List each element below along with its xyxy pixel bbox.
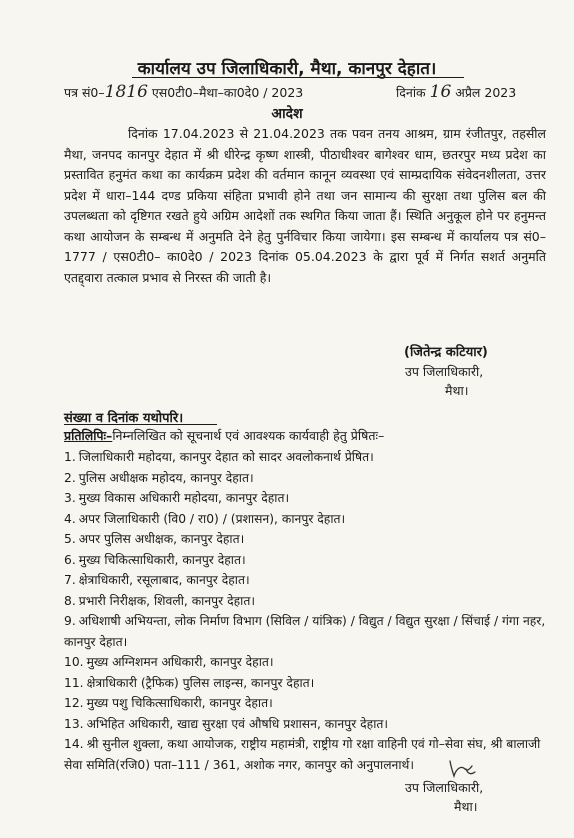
recipient-text: अपर जिलाधिकारी (वि0 / रा0) / (प्रशासन), कानपुर देहात। (78, 511, 346, 526)
recipient-list (64, 447, 546, 775)
recipient-number: 9. (64, 614, 76, 628)
handwritten-signature (447, 757, 477, 779)
order-paragraph: दिनांक 17.04.2023 से 21.04.2023 तक पवन तनय आश्रम, ग्राम रंजीतपुर, तहसील मैथा, जनपद कानपुर देहात में श्री धीरेन्द्र कृष्ण शास्त्री, पीठाधीश्वर बागेश्वर धाम, छतरपुर मध्य प्रदेश का प्रस्तावित हनुमंत कथा का कार्यक्रम प्रदेश की वर्तमान कानून व्यवस्था एवं साम्प्रदायिक संवेदनशीलता, उत्तर प्रदेश में धारा–144 दण्ड प्रकिया संहिता प्रभावी होने तथा जन सामान्य की सुरक्षा तथा पुलिस बल की उपलब्धता को दृष्टिगत रखते हुये अग्रिम आदेशों तक स्थगित किया जाता हैं। स्थिति अनुकूल होने पर हनुमन्त कथा आयोजन के सम्बन्ध में अनुमति देने हेतु पुर्नविचार किया जायेगा। इस सम्बन्ध में कार्यालय पत्र सं0–1777 / एस0टी0– का0दे0 / 2023 दिनांक 05.04.2023 के द्वारा पूर्व में निर्गत सशर्त अनुमति एतद्द्वारा तत्काल प्रभाव से निरस्त की जाती है। (64, 126, 546, 285)
recipient-text: श्री सुनील शुक्ला, कथा आयोजक, राष्ट्रीय महामंत्री, राष्ट्रीय गो रक्षा वाहिनी एवं गो–सेवा संघ, श्री बालाजी सेवा समिति(रजि0) पता–111 / 361, अशोक नगर, कानपुर को अनुपालनार्थ। (64, 737, 541, 772)
date-label: दिनांक (396, 85, 426, 100)
recipient-text: मुख्य अग्निशमन अधिकारी, कानपुर देहात। (86, 655, 274, 669)
officer-designation: उप जिलाधिकारी, (405, 364, 484, 379)
copy-place: मैथा। (454, 799, 478, 814)
recipient-number: 1. (64, 450, 76, 464)
heading-underline (64, 424, 217, 425)
letter-date-line (396, 82, 516, 102)
letter-suffix: एस0टी0–मैथा–का0दे0 / 2023 (151, 85, 304, 100)
copy-intro-text: निम्नलिखित को सूचनार्थ एवं आवश्यक कार्यवाही हेतु प्रेषितः– (112, 428, 385, 443)
recipient-number: 10. (64, 655, 84, 669)
copy-intro-line (64, 427, 384, 444)
recipient-number: 5. (64, 532, 76, 546)
recipient-item (64, 447, 546, 468)
recipient-number: 14. (64, 737, 84, 751)
recipient-item (64, 673, 546, 694)
recipient-number: 8. (64, 593, 76, 608)
number-date-heading: संख्या व दिनांक यथोपरि। (64, 411, 184, 426)
recipient-item (64, 714, 546, 735)
copy-designation: उप जिलाधिकारी, (405, 780, 484, 795)
recipient-item (64, 488, 546, 509)
recipient-number: 4. (64, 511, 76, 526)
recipient-number: 13. (64, 716, 84, 731)
copy-label: प्रतिलिपिः– (64, 428, 113, 443)
recipient-item (64, 468, 546, 489)
recipient-number: 7. (64, 573, 76, 587)
recipient-text: मुख्य पशु चिकित्साधिकारी, कानपुर देहात। (86, 696, 273, 710)
recipient-text: क्षेत्राधिकारी, रसूलाबाद, कानपुर देहात। (78, 573, 250, 587)
recipient-text: अभिहित अधिकारी, खाद्य सुरक्षा एवं औषधि प्रशासन, कानपुर देहात। (86, 716, 389, 731)
recipient-number: 12. (64, 696, 84, 710)
recipient-text: मुख्य चिकित्साधिकारी, कानपुर देहात। (78, 552, 246, 567)
recipient-text: अपर पुलिस अधीक्षक, कानपुर देहात। (78, 532, 245, 546)
recipient-number: 3. (64, 491, 76, 505)
handwritten-letter-number: 1816 (104, 82, 148, 102)
letter-prefix: पत्र सं0– (64, 85, 105, 100)
recipient-text: प्रभारी निरीक्षक, शिवली, कानपुर देहात। (78, 593, 256, 608)
officer-name: (जितेन्द्र कटियार) (404, 345, 488, 360)
officer-place: मैथा। (445, 383, 469, 398)
recipient-text: क्षेत्राधिकारी (ट्रैफिक) पुलिस लाइन्स, कानपुर देहात। (86, 675, 315, 690)
recipient-item (64, 652, 546, 673)
handwritten-date-day: 16 (429, 82, 452, 102)
recipient-item (64, 591, 546, 612)
recipient-number: 6. (64, 552, 76, 567)
order-heading: आदेश (271, 106, 303, 122)
recipient-item (64, 611, 546, 652)
recipient-text: मुख्य विकास अधिकारी महोदया, कानपुर देहात। (78, 491, 290, 505)
recipient-item (64, 693, 546, 714)
letter-number-line (64, 82, 303, 102)
recipient-item (64, 550, 546, 571)
recipient-number: 11. (64, 675, 84, 690)
order-paragraph-block (64, 124, 546, 288)
title-underline (132, 77, 464, 78)
recipient-number: 2. (64, 470, 76, 485)
recipient-text: जिलाधिकारी महोदया, कानपुर देहात को सादर अवलोकनार्थ प्रेषित। (78, 450, 374, 464)
recipient-text: पुलिस अधीक्षक महोदय, कानपुर देहात। (78, 470, 254, 485)
date-month-year: अप्रैल 2023 (455, 85, 517, 100)
recipient-item (64, 509, 546, 530)
recipient-item (64, 570, 546, 591)
recipient-item (64, 529, 546, 550)
office-title: कार्यालय उप जिलाधिकारी, मैथा, कानपुर देहात। (137, 59, 437, 79)
recipient-text: अधिशाषी अभियन्ता, लोक निर्माण विभाग (सिविल / यांत्रिक) / विद्युत / विद्युत सुरक्षा / सिंचाई / गंगा नहर, कानपुर देहात। (64, 614, 546, 649)
